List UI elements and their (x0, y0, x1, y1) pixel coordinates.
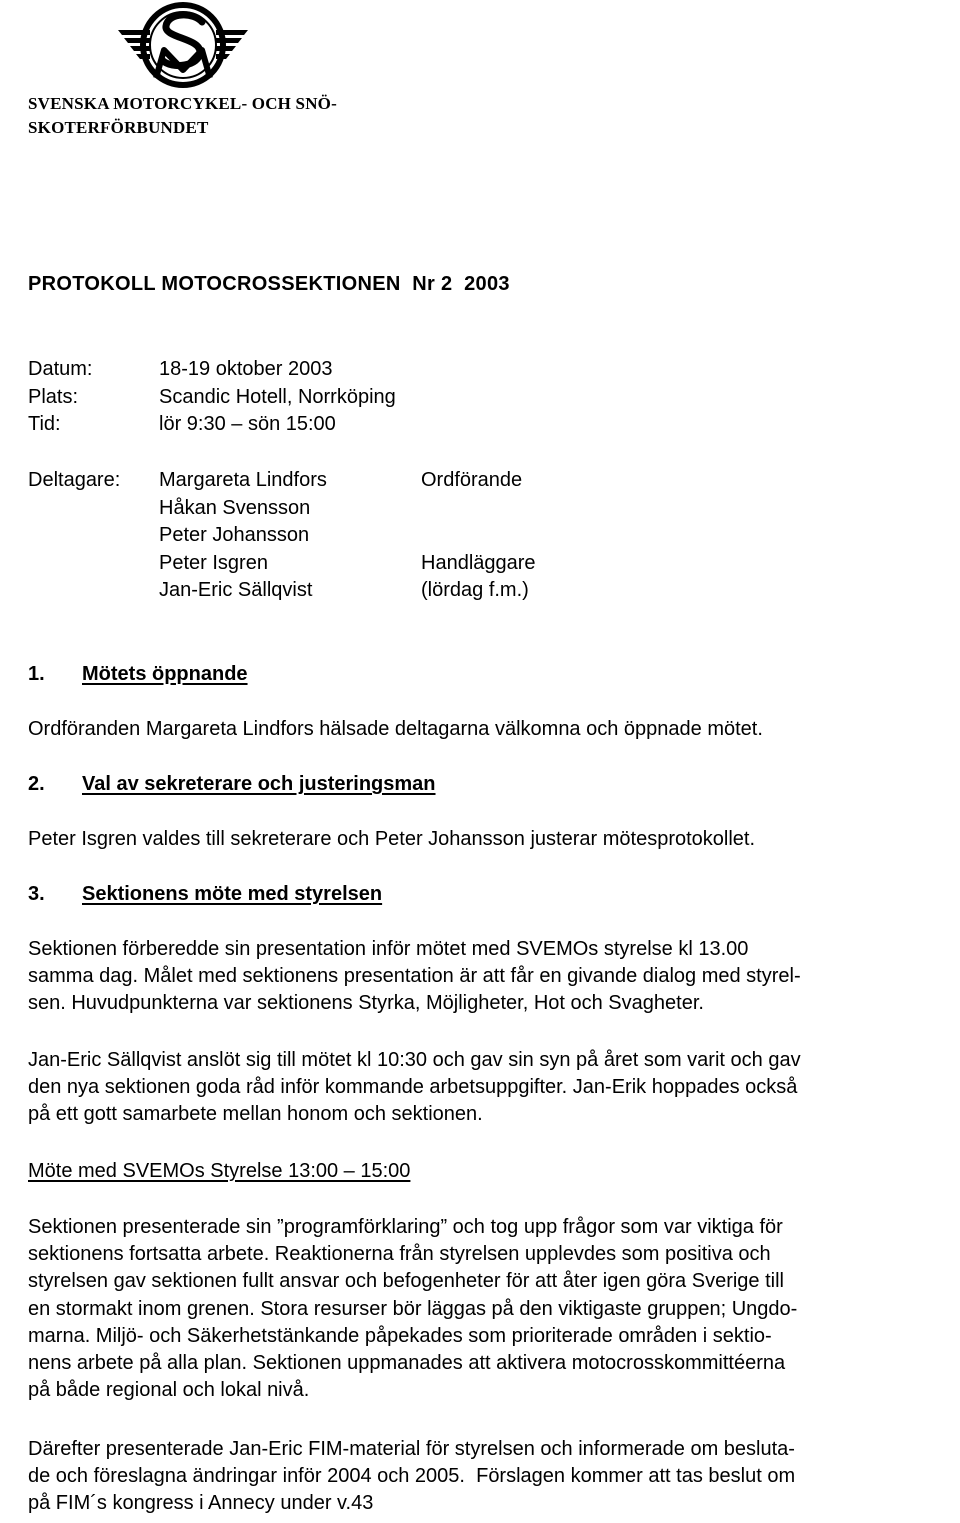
text-line: på ett gott samarbete mellan honom och sektionen. (28, 1103, 483, 1126)
text-line: marna. Miljö- och Säkerhetstänkande påpekades som prioriterade områden i sektio- (28, 1324, 772, 1347)
org-name-line-1: SVENSKA MOTORCYKEL- OCH SNÖ- (28, 94, 337, 113)
text-line: Peter Isgren valdes till sekreterare och Peter Johansson justerar mötesprotokollet. (28, 828, 756, 850)
participant-name: Jan-Eric Sällqvist (159, 579, 313, 601)
tid-value: lör 9:30 – sön 15:00 (159, 413, 336, 435)
section-2-body (28, 826, 958, 853)
section-1-body (28, 716, 958, 743)
participants-label: Deltagare: (28, 469, 121, 491)
section-number: 1. (28, 663, 45, 685)
svemo-logo (116, 0, 250, 92)
text-line: sen. Huvudpunkterna var sektionens Styrka, Möjligheter, Hot och Svagheter. (28, 992, 704, 1015)
plats-value: Scandic Hotell, Norrköping (159, 386, 396, 408)
section-number: 2. (28, 773, 45, 795)
text-line: styrelsen gav sektionen fullt ansvar och befogenheter för att åter igen göra Sverige till (28, 1270, 784, 1293)
text-line: samma dag. Målet med sektionens presentation är att får en givande dialog med styrel- (28, 965, 801, 988)
datum-value: 18-19 oktober 2003 (159, 358, 333, 380)
section-3-body (28, 936, 958, 1018)
participant-name: Håkan Svensson (159, 497, 311, 519)
janeric-paragraph (28, 1047, 958, 1129)
text-line: de och föreslagna ändringar inför 2004 och 2005. Förslagen kommer att tas beslut om (28, 1465, 796, 1488)
text-line: på FIM´s kongress i Annecy under v.43 (28, 1492, 374, 1515)
participant-name: Margareta Lindfors (159, 469, 327, 491)
participant-role: Handläggare (421, 552, 536, 574)
tid-label: Tid: (28, 413, 61, 435)
participant-name: Peter Isgren (159, 552, 268, 574)
document-title: PROTOKOLL MOTOCROSSEKTIONEN Nr 2 2003 (28, 273, 510, 295)
org-name-line-2: SKOTERFÖRBUNDET (28, 118, 209, 137)
wheel-emblem-icon (143, 5, 223, 85)
text-line: Därefter presenterade Jan-Eric FIM-material för styrelsen och informerade om besluta- (28, 1438, 795, 1460)
text-line: en stormakt inom grenen. Stora resurser bör läggas på den viktigaste gruppen; Ungdo- (28, 1297, 798, 1320)
participant-name: Peter Johansson (159, 524, 310, 546)
text-line: Jan-Eric Sällqvist anslöt sig till mötet kl 10:30 och gav sin syn på året som varit och gav (28, 1049, 801, 1071)
datum-label: Datum: (28, 358, 93, 380)
text-line: nens arbete på alla plan. Sektionen uppmanades att aktivera motocrosskommittéerna (28, 1352, 786, 1375)
organization-name (28, 92, 388, 140)
text-line: Ordföranden Margareta Lindfors hälsade deltagarna välkomna och öppnade mötet. (28, 718, 763, 740)
text-line: Sektionen presenterade sin ”programförklaring” och tog upp frågor som var viktiga för (28, 1216, 783, 1238)
section-heading: Mötets öppnande (82, 663, 248, 685)
section-heading: Val av sekreterare och justeringsman (82, 773, 436, 795)
meeting-subheading: Möte med SVEMOs Styrelse 13:00 – 15:00 (28, 1160, 411, 1182)
plats-label: Plats: (28, 386, 79, 408)
text-line: sektionens fortsatta arbete. Reaktionerna från styrelsen upplevdes som positiva och (28, 1243, 771, 1266)
programme-paragraph (28, 1214, 958, 1404)
text-line: på både regional och lokal nivå. (28, 1379, 310, 1402)
text-line: den nya sektionen goda råd inför kommande arbetsuppgifter. Jan-Erik hoppades också (28, 1076, 798, 1099)
section-heading: Sektionens möte med styrelsen (82, 883, 383, 905)
fim-paragraph (28, 1436, 958, 1518)
text-line: Sektionen förberedde sin presentation inför mötet med SVEMOs styrelse kl 13.00 (28, 938, 749, 960)
section-number: 3. (28, 883, 45, 905)
participant-role: Ordförande (421, 469, 523, 491)
participant-role: (lördag f.m.) (421, 579, 529, 601)
